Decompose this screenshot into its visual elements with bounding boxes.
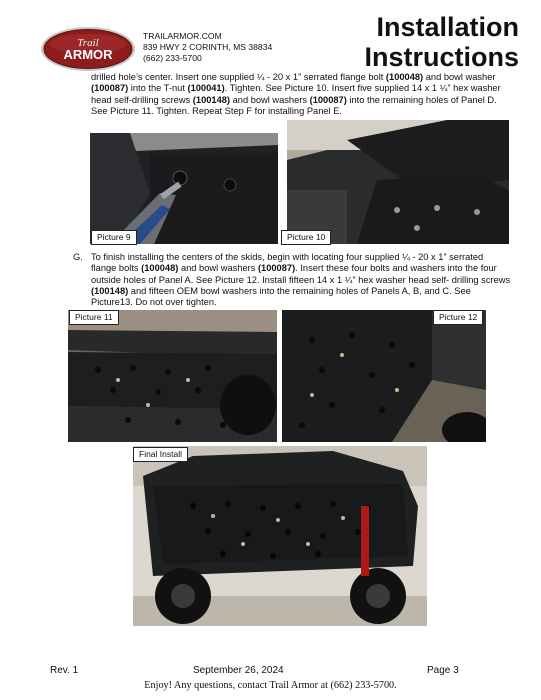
company-info xyxy=(143,31,272,64)
company-phone: (662) 233-5700 xyxy=(143,53,202,63)
page-number: Page 3 xyxy=(427,665,459,676)
picture-9-caption: Picture 9 xyxy=(91,230,137,245)
picture-10-photo xyxy=(287,120,509,244)
picture-10-caption: Picture 10 xyxy=(281,230,331,245)
company-address: 839 HWY 2 CORINTH, MS 38834 xyxy=(143,42,273,52)
page-title: Installation Instructions xyxy=(364,12,519,72)
step-f-continuation-text: drilled hole’s center. Insert one supplied ¼ - 20 x 1” serrated flange bolt (100048) and bowl washer (100087) into the T-nut (100041). Tighten. See Picture 10. Insert five supplied 14 x 1 ¼” hex washer head self-drilling screws (100148) and bowl washers (100087) into the remaining holes of Panel D. See Picture 11. Tighten. Repeat Step F for installing Panel E. xyxy=(91,72,501,116)
picture-9-photo xyxy=(90,133,278,244)
picture-12-photo xyxy=(282,310,486,442)
contact-line: Enjoy! Any questions, contact Trail Armor at (662) 233-5700. xyxy=(144,680,397,691)
final-install-caption: Final Install xyxy=(133,447,188,462)
final-install-photo xyxy=(133,446,427,626)
picture-11-photo xyxy=(68,310,277,442)
step-g-letter: G. xyxy=(73,252,83,262)
step-g-text: To finish installing the centers of the skids, begin with locating four supplied ¼ - 20 x 1” serrated flange bolts (100048) and bowl washers (100087). Insert these four bolts and washers into the four outside holes of Panel A. See Picture 12. Install fifteen 14 x 1 ¼” hex washer head self- drilling screws (100148) and fifteen OEM bowl washers into the remaining holes of Panels A, B, and C. See Picture13. Do not over tighten. xyxy=(91,252,511,308)
footer-date: September 26, 2024 xyxy=(193,665,284,676)
picture-12-caption: Picture 12 xyxy=(433,310,483,325)
svg-text:ARMOR: ARMOR xyxy=(63,47,113,62)
trail-armor-logo xyxy=(40,26,136,72)
picture-11-caption: Picture 11 xyxy=(69,310,119,325)
svg-text:Trail: Trail xyxy=(77,37,99,49)
revision-label: Rev. 1 xyxy=(50,665,79,676)
company-website: TRAILARMOR.COM xyxy=(143,31,222,41)
